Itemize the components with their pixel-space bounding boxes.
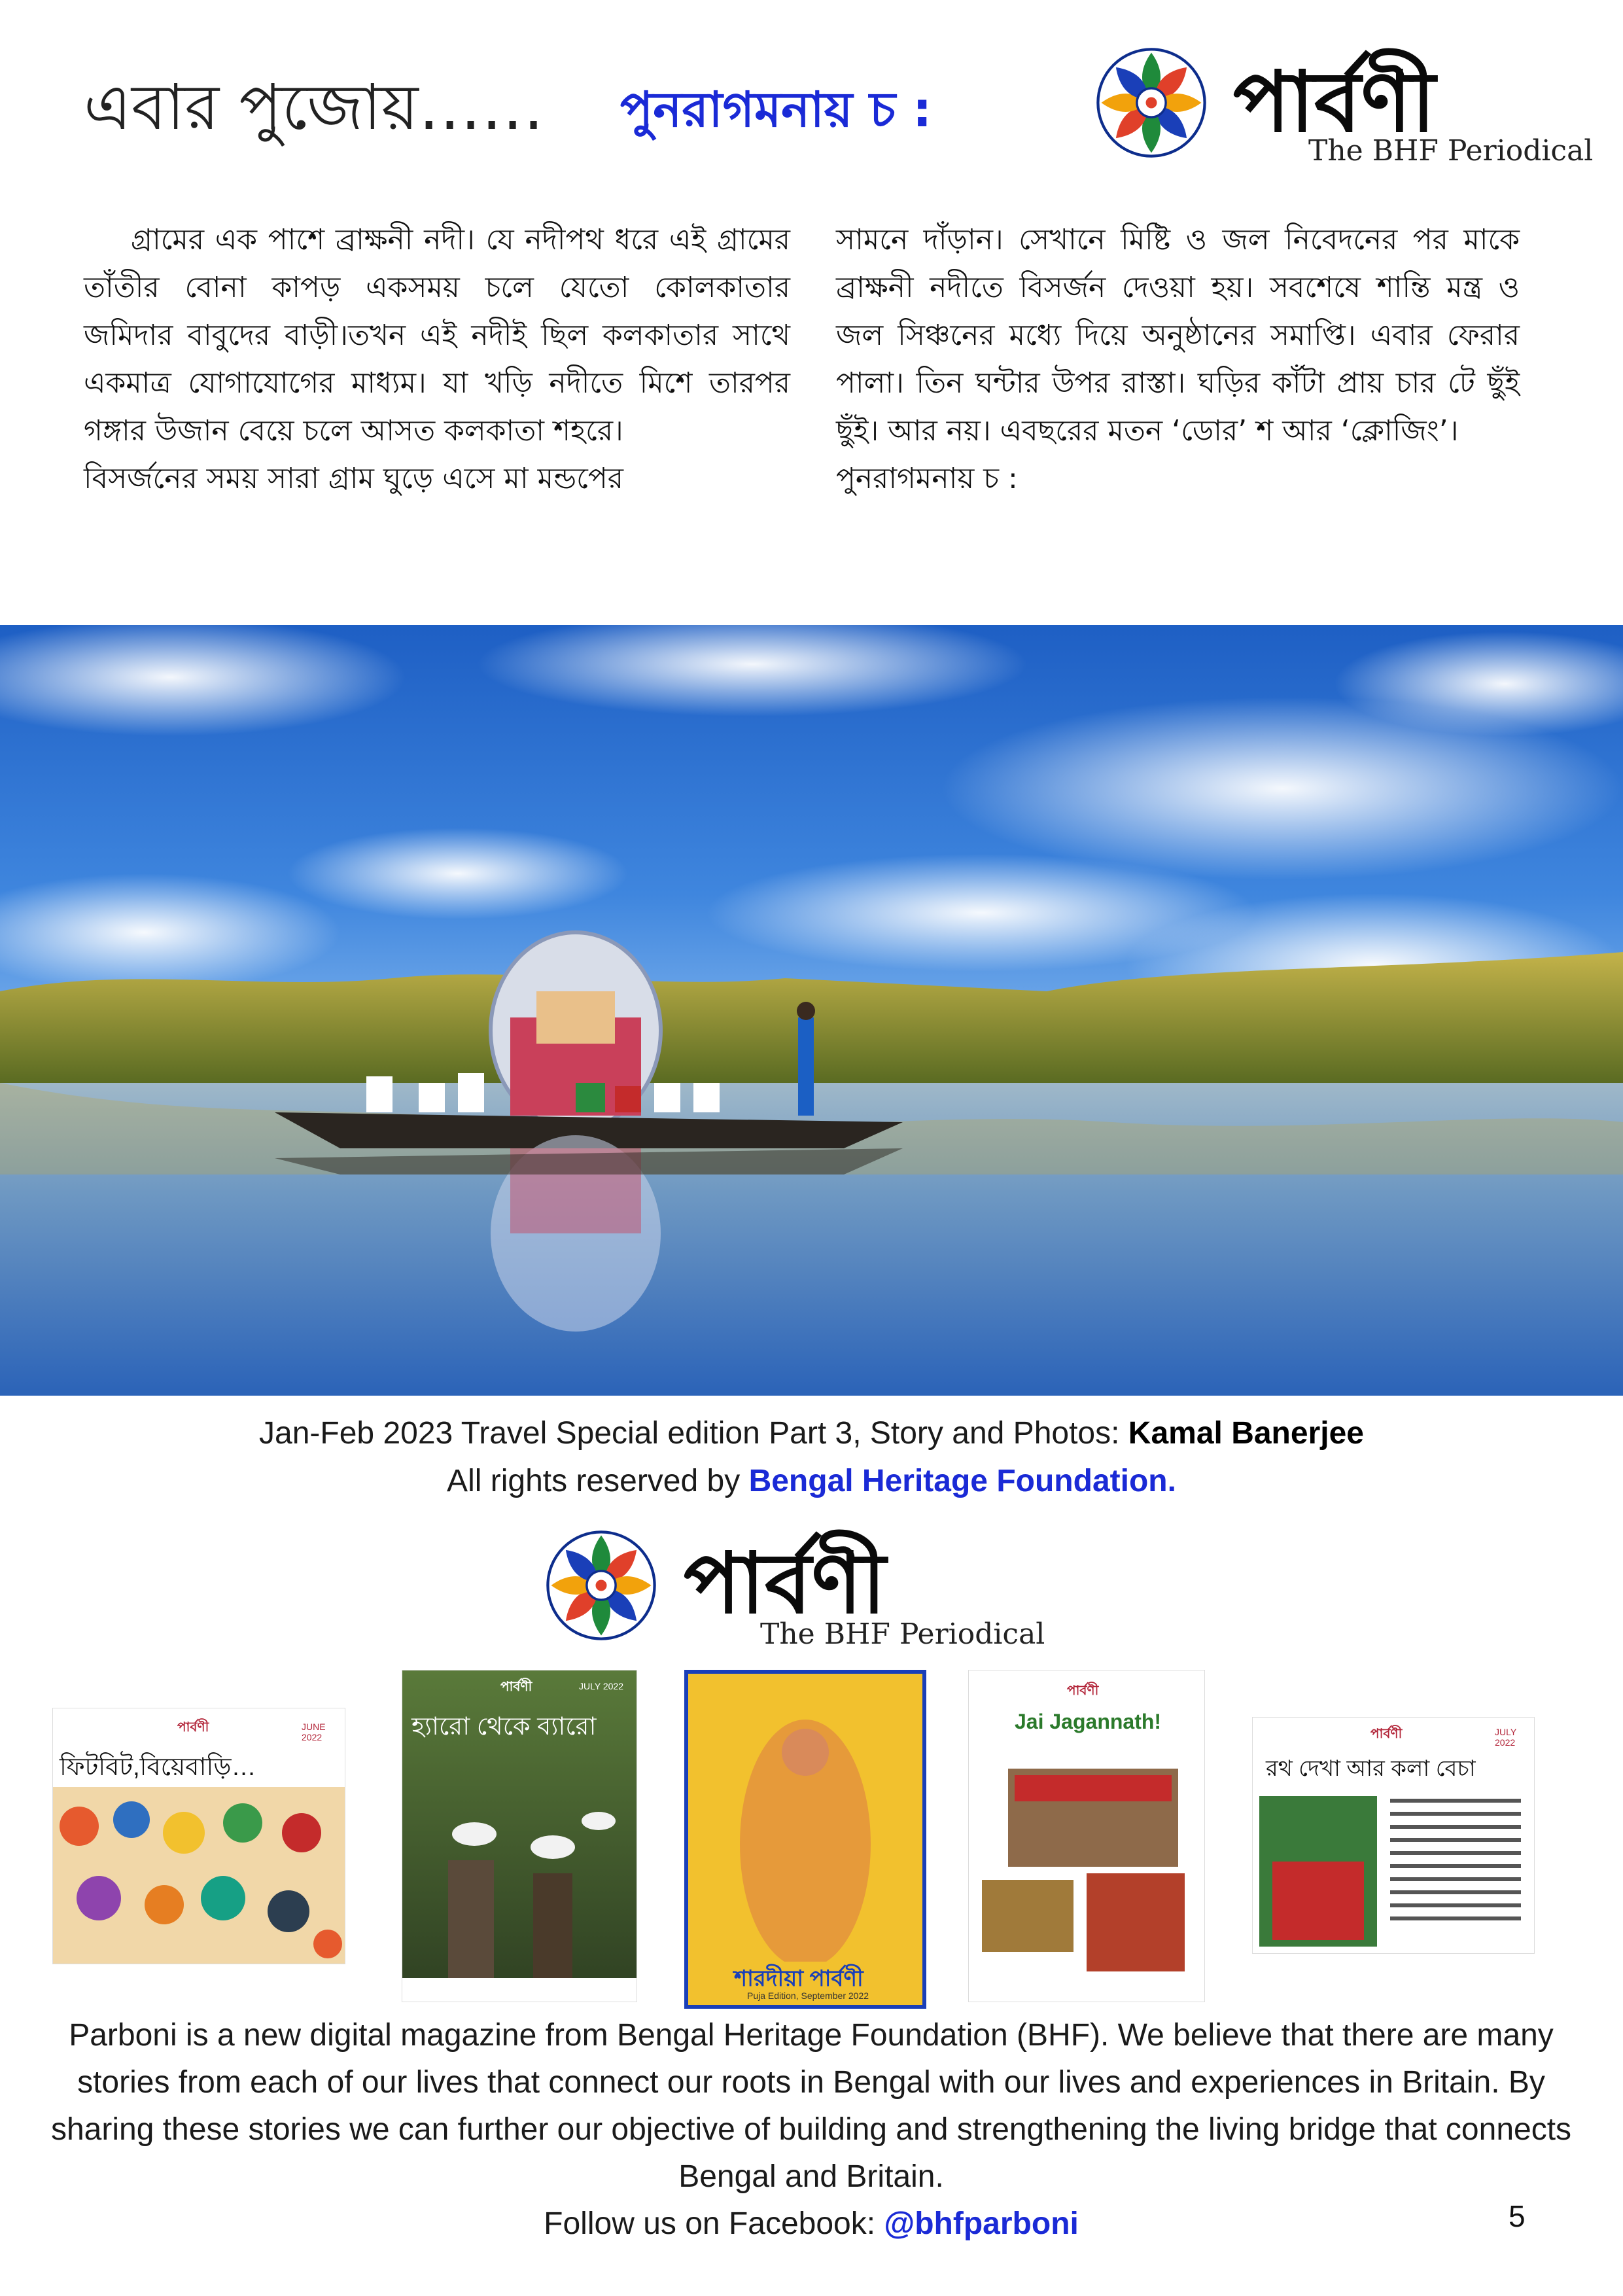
brand-tagline: The BHF Periodical <box>1308 134 1594 168</box>
magazine-cover-thumbnail[interactable] <box>402 1670 637 2002</box>
mandala-logo-icon <box>1096 47 1207 158</box>
photo-caption <box>0 1415 1623 1451</box>
thumb-title: হ্যারো থেকে ব্যারো <box>411 1713 597 1740</box>
mandala-logo-icon <box>546 1530 657 1641</box>
article-paragraph: সামনে দাঁড়ান। সেখানে মিষ্টি ও জল নিবেদনের পর মাকে ব্রাক্ষনী নদীতে বিসর্জন দেওয়া হয়। সবশেষে শান্তি মন্ত্র ও জল সিঞ্চনের মধ্যে দিয়ে অনুষ্ঠানের সমাপ্তি। এবার ফেরার পালা। তিন ঘন্টার উপর রাস্তা। ঘড়ির কাঁটা প্রায় চার টে ছুঁই ছুঁই। আর নয়। এবছরের মতন ‘ডোর’ শ আর ‘ক্লোজিং’। <box>836 223 1520 448</box>
thumb-date: JULY 2022 <box>579 1681 623 1691</box>
magazine-cover-thumbnail[interactable] <box>684 1670 926 2009</box>
thumb-title: শারদীয়া পার্বণী <box>734 1966 864 1991</box>
copyright-prefix: All rights reserved by <box>447 1464 749 1498</box>
thumb-date: JULY 2022 <box>1495 1727 1516 1748</box>
article-column-left <box>84 216 790 503</box>
facebook-handle-link[interactable]: @bhfparboni <box>884 2206 1079 2241</box>
article-column-right <box>836 216 1520 503</box>
immersion-boat-photo <box>0 625 1623 1396</box>
thumb-date: Puja Edition, September 2022 <box>747 1990 869 2001</box>
org-name-link[interactable]: Bengal Heritage Foundation. <box>748 1464 1176 1498</box>
caption-edition: Jan-Feb 2023 Travel Special edition Part 3, Story and Photos: <box>259 1416 1128 1451</box>
thumb-brand: পার্বণী <box>1370 1727 1403 1741</box>
copyright-line <box>0 1463 1623 1499</box>
article-paragraph-end: বিসর্জনের সময় সারা গ্রাম ঘুড়ে এসে মা মন্ডপের <box>84 462 623 495</box>
about-paragraph: Parboni is a new digital magazine from Bengal Heritage Foundation (BHF). We believe that there are many stories from each of our lives that connect our roots in Bengal with our lives and experiences in Britain. By sharing these stories we can further our objective of building and strengthening the living bridge that connects Bengal and Britain. <box>50 2018 1572 2194</box>
page-subtitle: পুনরাগমনায় চ : <box>620 82 932 138</box>
article-closing: পুনরাগমনায় চ : <box>836 462 1018 495</box>
brand-logo-text: পার্বণী <box>1233 54 1436 151</box>
magazine-cover-thumbnail[interactable] <box>52 1708 345 1964</box>
article-paragraph: গ্রামের এক পাশে ব্রাক্ষনী নদী। যে নদীপথ ধরে এই গ্রামের তাঁতীর বোনা কাপড় একসময় চলে যেতো কোলকাতার জমিদার বাবুদের বাড়ী।তখন এই নদীই ছিল কলকাতার সাথে একমাত্র যোগাযোগের মাধ্যম। যা খড়ি নদীতে মিশে তারপর গঙ্গার উজান বেয়ে চলে আসত কলকাতা শহরে। <box>84 223 790 448</box>
follow-line <box>26 2200 1596 2248</box>
brand-tagline: The BHF Periodical <box>760 1617 1045 1651</box>
thumb-title: রথ দেখা আর কলা বেচা <box>1266 1756 1476 1781</box>
follow-prefix: Follow us on Facebook: <box>544 2206 884 2241</box>
brand-logo-text: পার্বণী <box>684 1535 886 1633</box>
thumb-brand: পার্বণী <box>177 1720 209 1735</box>
thumb-title: ফিটবিট,বিয়েবাড়ি… <box>60 1754 256 1781</box>
magazine-cover-thumbnail[interactable] <box>968 1670 1205 2002</box>
thumb-brand: পার্বণী <box>500 1680 532 1694</box>
thumb-date: JUNE 2022 <box>302 1722 326 1742</box>
page-number: 5 <box>1509 2199 1526 2233</box>
thumb-brand: পার্বণী <box>1067 1684 1099 1698</box>
caption-author: Kamal Banerjee <box>1128 1416 1364 1451</box>
page-title: এবার পুজোয়…… <box>84 71 544 144</box>
thumb-title: Jai Jagannath! <box>1015 1710 1162 1733</box>
magazine-cover-thumbnail[interactable] <box>1252 1717 1535 1954</box>
